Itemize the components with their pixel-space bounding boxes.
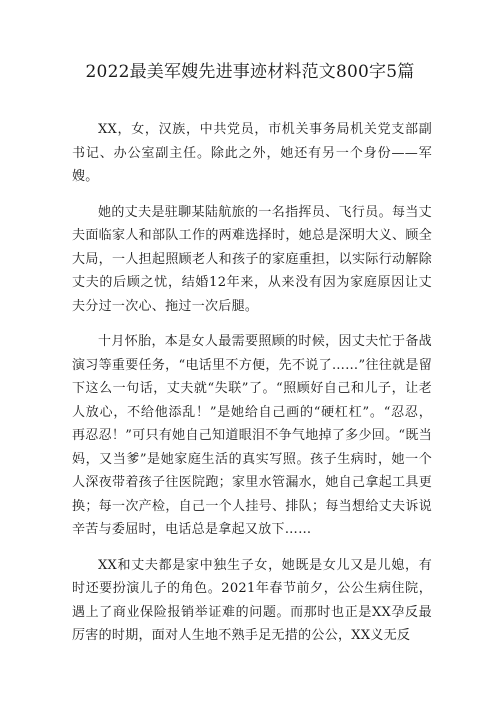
paragraph-husband: 她的丈夫是驻聊某陆航旅的一名指挥员、飞行员。每当丈夫面临家人和部队工作的两难选择时，她总是深明大义、顾全大局，一人担起照顾老人和孩子的家庭重担，以实际行动解除丈夫的后顾之忧，结婚12年来，从来没有因为家庭原因让丈夫分过一次心、拖过一次后腿。 <box>72 204 432 314</box>
paragraph-intro: XX，女，汉族，中共党员，市机关事务局机关党支部副书记、办公室副主任。除此之外，她还有另一个身份——军嫂。 <box>72 122 432 184</box>
paragraph-pregnancy: 十月怀胎，本是女人最需要照顾的时候，因丈夫忙于备战演习等重要任务，“电话里不方便，先不说了……”往往就是留下这么一句话，丈夫就“失联”了。“照顾好自己和儿子，让老人放心，不给他添乱！”是她给自己画的“硬杠杠”。“忍忍，再忍忍！”可只有她自己知道眼泪不争气地掉了多少回。“既当妈，又当爹”是她家庭生活的真实写照。孩子生病时，她一个人深夜带着孩子往医院跑；家里水管漏水，她自己拿起工具更换；每一次产检，自己一个人挂号、排队；每当想给丈夫诉说辛苦与委屈时，电话总是拿起又放下…… <box>72 334 432 537</box>
document-title: 2022最美军嫂先进事迹材料范文800字5篇 <box>85 62 415 82</box>
document-body <box>72 118 432 660</box>
paragraph-family: XX和丈夫都是家中独生子女，她既是女儿又是儿媳，有时还要扮演儿子的角色。2021年春节前夕，公公生病住院，遇上了商业保险报销举证难的问题。而那时也正是XX孕反最厉害的时期，面对人生地不熟手足无措的公公，XX义无反 <box>72 557 432 643</box>
